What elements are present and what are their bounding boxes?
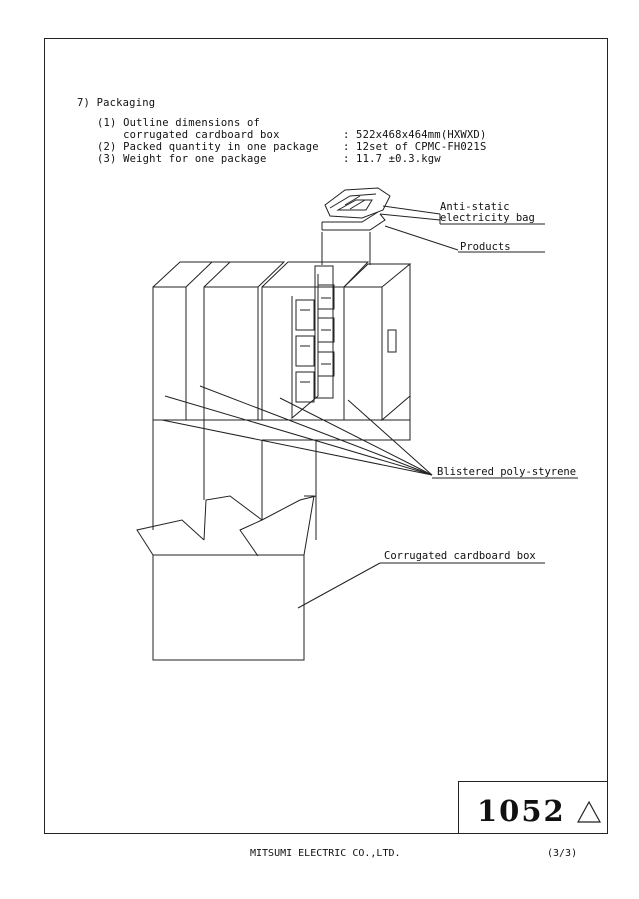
- spec-value-dimensions: : 522x468x464mm(HXWXD): [343, 129, 487, 141]
- spec-item-2: (2) Packed quantity in one package: [97, 141, 319, 153]
- revision-triangle-icon: [576, 800, 602, 824]
- spec-value-weight: : 11.7 ±0.3.kgw: [343, 153, 441, 165]
- spec-value-quantity: : 12set of CPMC-FH021S: [343, 141, 487, 153]
- styrene-blocks: [153, 262, 410, 440]
- anti-static-bag-illustration: [322, 188, 390, 230]
- spec-item-3: (3) Weight for one package: [97, 153, 267, 165]
- spec-item-1: (1) Outline dimensions of: [97, 117, 261, 129]
- label-electricity-bag: electricity bag: [440, 212, 535, 224]
- footer-page-number: (3/3): [547, 848, 578, 859]
- stamp-number: 1052: [477, 794, 566, 828]
- label-anti-static: Anti-static: [440, 201, 510, 213]
- label-cardboard-box: Corrugated cardboard box: [384, 550, 536, 562]
- footer-company: MITSUMI ELECTRIC CO.,LTD.: [250, 848, 401, 859]
- spec-item-1b: corrugated cardboard box: [97, 129, 280, 141]
- section-title: 7) Packaging: [77, 97, 156, 109]
- label-products: Products: [460, 241, 511, 253]
- label-styrene: Blistered poly-styrene: [437, 466, 577, 478]
- cardboard-box-illustration: [137, 496, 545, 660]
